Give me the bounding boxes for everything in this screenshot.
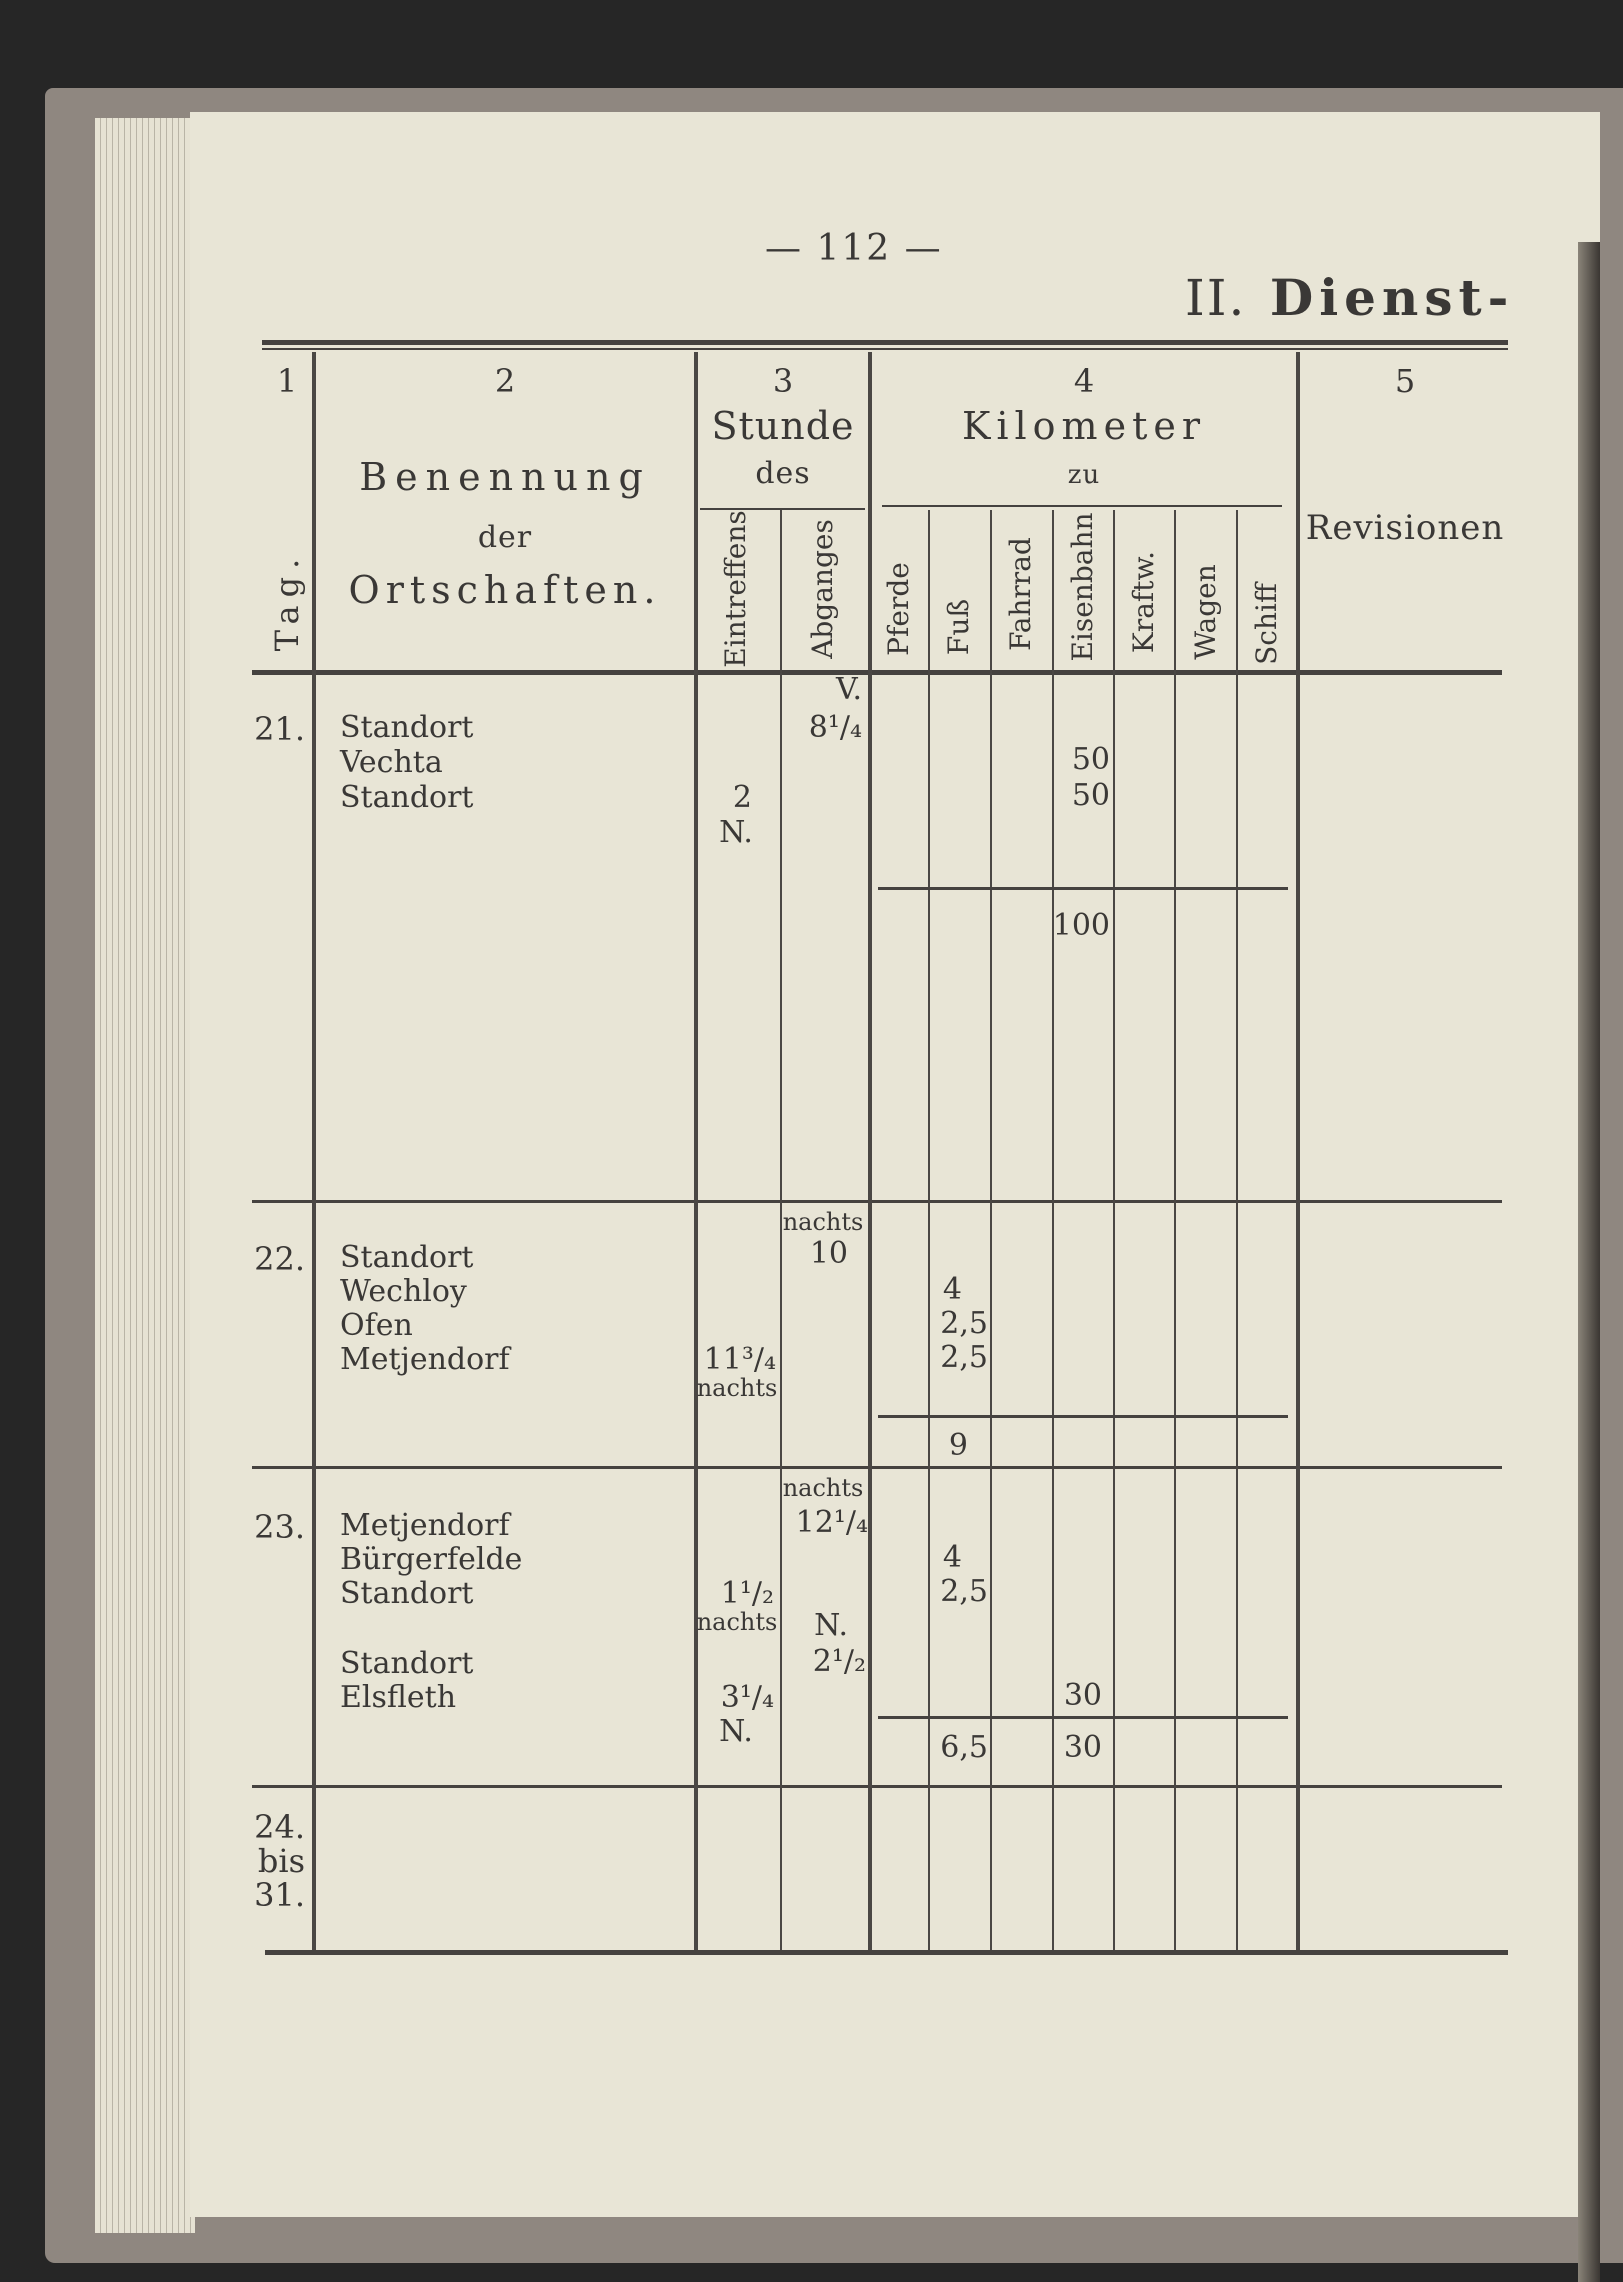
col4-number: 4: [1073, 362, 1095, 400]
abgang-21-2: 8¹/₄: [808, 710, 862, 745]
place-23-1: Metjendorf: [340, 1508, 510, 1543]
col-sep-3-4: [868, 352, 872, 1950]
col2-number: 2: [494, 362, 516, 400]
col-sep-2-3: [694, 352, 698, 1950]
fuss-23-total: 6,5: [940, 1730, 988, 1765]
fuss-22-2: 2,5: [940, 1306, 988, 1341]
km-sep-2: [990, 510, 992, 1950]
place-22-3: Ofen: [340, 1308, 413, 1343]
km-sub-fuss: Fuß: [942, 598, 975, 656]
place-21-3: Standort: [340, 780, 474, 815]
day-23: 23.: [254, 1508, 305, 1546]
fuss-23-1: 4: [942, 1540, 962, 1575]
km-sep-1: [928, 510, 930, 1950]
place-23-5: Elsfleth: [340, 1680, 457, 1715]
bahn-21-total: 100: [1052, 908, 1110, 943]
eintreffen-23-1: 1¹/₂: [720, 1576, 774, 1611]
fuss-22-total: 9: [948, 1428, 968, 1463]
day-21: 21.: [254, 710, 305, 748]
subtotal-rule-22: [878, 1415, 1288, 1418]
table-top-rule: [262, 340, 1508, 345]
bahn-23-1: 30: [1063, 1678, 1102, 1713]
eintreffen-23-2: nachts: [696, 1608, 778, 1636]
header-bottom-rule: [252, 670, 1502, 675]
place-22-4: Metjendorf: [340, 1342, 510, 1377]
page-edges: [95, 118, 195, 2233]
abgang-23-1: nachts: [782, 1474, 864, 1502]
eintreffen-23-4: N.: [719, 1714, 753, 1749]
bahn-21-2: 50: [1071, 778, 1110, 813]
place-23-4: Standort: [340, 1646, 474, 1681]
eintreffen-22-1: 11³/₄: [703, 1342, 776, 1377]
subtotal-rule-21: [878, 887, 1288, 890]
day-24-bis: bis: [257, 1842, 305, 1880]
row-rule-21-22: [252, 1200, 1502, 1203]
col-sep-4-5: [1296, 352, 1300, 1950]
col2-subtitle: Ortschaften.: [348, 568, 662, 612]
col3-number: 3: [772, 362, 794, 400]
col1-label: Tag.: [268, 550, 306, 652]
place-23-2: Bürgerfelde: [340, 1542, 523, 1577]
eintreffen-21-2: N.: [719, 815, 753, 850]
abgang-23-4: 2¹/₂: [812, 1644, 866, 1679]
fuss-22-3: 2,5: [940, 1340, 988, 1375]
eintreffen-23-3: 3¹/₄: [720, 1680, 774, 1715]
table-top-rule-inner: [262, 348, 1508, 350]
col3-sub-abganges: Abganges: [806, 519, 839, 659]
subtotal-rule-23: [878, 1716, 1288, 1719]
km-sub-fahrrad: Fahrrad: [1004, 537, 1037, 651]
bahn-23-total: 30: [1063, 1730, 1102, 1765]
table-bottom-rule: [265, 1950, 1508, 1955]
fuss-23-2: 2,5: [940, 1574, 988, 1609]
km-sep-6: [1236, 510, 1238, 1950]
row-rule-23-24: [252, 1785, 1502, 1788]
km-sep-3: [1052, 510, 1054, 1950]
place-23-3: Standort: [340, 1576, 474, 1611]
abgang-23-2: 12¹/₄: [795, 1505, 868, 1540]
km-sep-5: [1174, 510, 1176, 1950]
section-title: [1185, 268, 1514, 327]
col1-number: 1: [276, 362, 298, 400]
abgang-21-1: V.: [836, 672, 862, 707]
col2-article: der: [477, 520, 533, 555]
abgang-22-2: 10: [809, 1236, 848, 1271]
col2-title: Benennung: [359, 455, 651, 499]
km-sub-pferde: Pferde: [882, 562, 915, 656]
col5-title: Revisionen: [1305, 508, 1505, 548]
col5-number: 5: [1394, 362, 1416, 400]
day-24: 24.: [254, 1808, 305, 1846]
abgang-23-3: N.: [814, 1608, 848, 1643]
section-roman: II.: [1185, 269, 1247, 327]
day-31: 31.: [254, 1876, 305, 1914]
abgang-22-1: nachts: [782, 1208, 864, 1236]
col4-title: Kilometer: [961, 404, 1207, 448]
col3-article: des: [755, 456, 811, 491]
place-21-2: Vechta: [340, 745, 443, 780]
km-sub-eisenbahn: Eisenbahn: [1066, 512, 1099, 662]
km-sub-wagen: Wagen: [1189, 564, 1222, 660]
day-22: 22.: [254, 1240, 305, 1278]
km-sub-kraftw: Kraftw.: [1127, 550, 1160, 654]
place-22-2: Wechloy: [340, 1274, 467, 1309]
km-sep-4: [1113, 510, 1115, 1950]
place-22-1: Standort: [340, 1240, 474, 1275]
row-rule-22-23: [252, 1466, 1502, 1469]
section-word: Dienst-: [1269, 268, 1515, 327]
fuss-22-1: 4: [942, 1272, 962, 1307]
page-number: — 112 —: [765, 228, 943, 269]
col3-title: Stunde: [711, 404, 855, 448]
eintreffen-21-1: 2: [732, 780, 752, 815]
place-21-1: Standort: [340, 710, 474, 745]
bahn-21-1: 50: [1071, 742, 1110, 777]
km-sub-schiff: Schiff: [1250, 583, 1283, 665]
page-gutter: [1578, 242, 1600, 2282]
col3-sub-eintreffen: Eintreffens: [719, 510, 752, 668]
col4-article: zu: [1067, 460, 1101, 490]
eintreffen-22-2: nachts: [696, 1374, 778, 1402]
